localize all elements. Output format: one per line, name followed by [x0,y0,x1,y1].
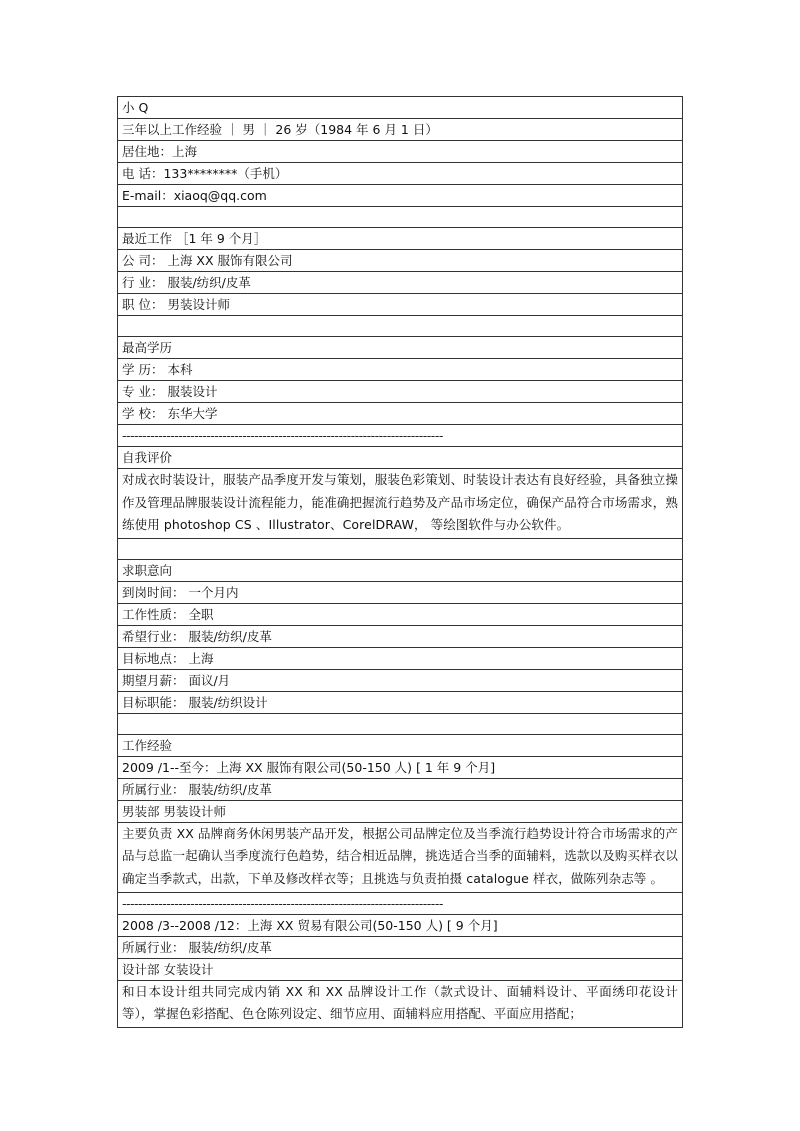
job-intent-heading: 求职意向 [118,559,683,581]
divider-line: -------------------------------------------------------------------------------- [118,892,683,914]
job-intent-role: 目标职能： 服装/纺织设计 [118,691,683,713]
education-school: 学 校： 东华大学 [118,403,683,425]
divider-line: -------------------------------------------------------------------------------- [118,425,683,447]
job2-period: 2008 /3--2008 /12：上海 XX 贸易有限公司(50-150 人) [ 9 个月] [118,914,683,936]
job-intent-salary: 期望月薪： 面议/月 [118,669,683,691]
job2-industry: 所属行业： 服装/纺织/皮革 [118,936,683,958]
residence-cell: 居住地：上海 [118,141,683,163]
recent-job-position: 职 位： 男装设计师 [118,294,683,316]
name-cell: 小 Q [118,97,683,119]
summary-line: 三年以上工作经验 ｜ 男 ｜ 26 岁（1984 年 6 月 1 日） [118,119,683,141]
recent-job-company: 公 司： 上海 XX 服饰有限公司 [118,250,683,272]
empty-row [118,538,683,559]
education-heading: 最高学历 [118,337,683,359]
job1-dept: 男装部 男装设计师 [118,800,683,822]
empty-row [118,207,683,228]
job1-industry: 所属行业： 服装/纺织/皮革 [118,778,683,800]
job-intent-industry: 希望行业： 服装/纺织/皮革 [118,625,683,647]
recent-job-industry: 行 业： 服装/纺织/皮革 [118,272,683,294]
job2-desc: 和日本设计组共同完成内销 XX 和 XX 品牌设计工作（款式设计、面辅料设计、平面绣印花设计等），掌握色彩搭配、色仓陈列设定、细节应用、面辅料应用搭配、平面应用搭配； [118,980,683,1027]
self-eval-heading: 自我评价 [118,447,683,469]
resume-table [117,96,683,1028]
self-eval-text: 对成衣时装设计，服装产品季度开发与策划，服装色彩策划、时装设计表达有良好经验，具备独立操作及管理品牌服装设计流程能力，能准确把握流行趋势及产品市场定位，确保产品符合市场需求，熟练使用 photoshop CS 、Illustrator、CorelDRAW， 等绘图软件与办公软件。 [118,469,683,539]
empty-row [118,713,683,734]
recent-job-heading: 最近工作 ［1 年 9 个月］ [118,228,683,250]
job-intent-location: 目标地点： 上海 [118,647,683,669]
phone-cell: 电 话：133********（手机） [118,163,683,185]
job-intent-type: 工作性质： 全职 [118,603,683,625]
education-major: 专 业： 服装设计 [118,381,683,403]
job2-dept: 设计部 女装设计 [118,958,683,980]
job1-desc: 主要负责 XX 品牌商务休闲男装产品开发，根据公司品牌定位及当季流行趋势设计符合市场需求的产品与总监一起确认当季度流行色趋势，结合相近品牌，挑选适合当季的面辅料，选款以及购买样衣以确定当季款式，出款，下单及修改样衣等；且挑选与负责拍摄 catalogue 样衣，做陈列杂志等 。 [118,822,683,892]
job1-period: 2009 /1--至今：上海 XX 服饰有限公司(50-150 人) [ 1 年 9 个月] [118,756,683,778]
education-degree: 学 历： 本科 [118,359,683,381]
experience-heading: 工作经验 [118,734,683,756]
email-cell: E-mail：xiaoq@qq.com [118,185,683,207]
empty-row [118,316,683,337]
job-intent-start: 到岗时间： 一个月内 [118,581,683,603]
